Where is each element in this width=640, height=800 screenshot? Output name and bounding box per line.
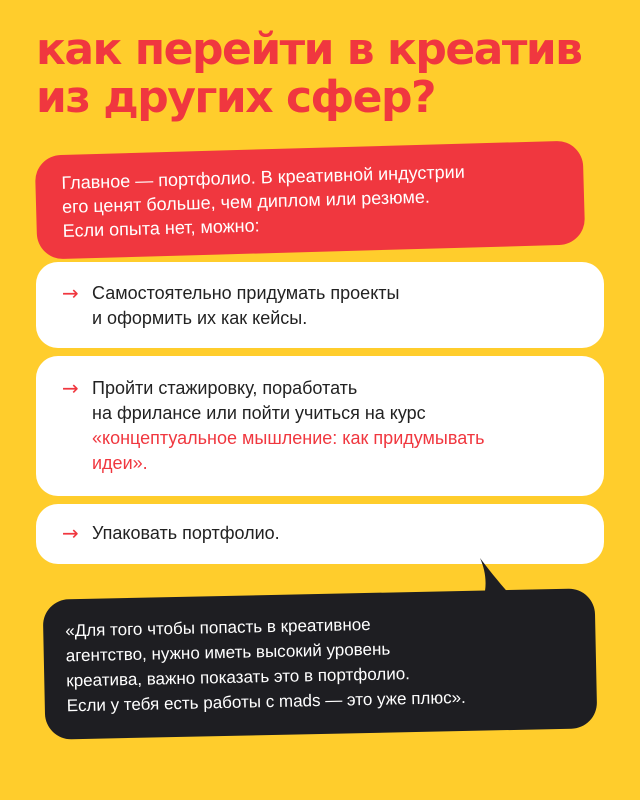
page-title-line-1: как перейти в креатив — [36, 24, 582, 75]
tip-text-1 — [92, 281, 399, 331]
tip-text-2 — [92, 376, 484, 476]
tip-card-2 — [36, 356, 604, 496]
quote-line-1: «Для того чтобы попасть в креативное — [65, 614, 371, 641]
quote-line-2: агентство, нужно иметь высокий уровень — [65, 639, 391, 666]
tip-row-2 — [62, 376, 580, 476]
quote-bubble — [43, 588, 598, 740]
arrow-right-icon: → — [62, 281, 79, 305]
tip-row-1 — [62, 281, 580, 331]
tip-3-line-1: Упаковать портфолио. — [92, 523, 280, 543]
quote-line-4: Если у тебя есть работы с mads — это уже плюс». — [66, 687, 466, 716]
tip-card-1 — [36, 262, 604, 348]
arrow-right-icon: → — [62, 376, 79, 400]
tip-text-3 — [92, 521, 280, 546]
page-title — [36, 26, 626, 122]
intro-line-3: Если опыта нет, можно: — [62, 215, 260, 241]
course-link-line-2[interactable]: идеи». — [92, 453, 148, 473]
course-link-line-1[interactable]: «концептуальное мышление: как придумывать — [92, 428, 485, 448]
quote-line-3: креатива, важно показать это в портфолио. — [66, 664, 411, 691]
tip-2-line-1: Пройти стажировку, поработать — [92, 378, 358, 398]
intro-card — [35, 140, 586, 259]
intro-line-2: его ценят больше, чем диплом или резюме. — [61, 186, 431, 217]
intro-line-1: Главное — портфолио. В креативной индустрии — [61, 161, 465, 193]
tip-card-3 — [36, 504, 604, 564]
tip-1-line-2: и оформить их как кейсы. — [92, 308, 308, 328]
arrow-right-icon: → — [62, 521, 79, 545]
tip-row-3 — [62, 521, 580, 546]
page-title-line-2: из других сфер? — [36, 72, 436, 123]
tip-1-line-1: Самостоятельно придумать проекты — [92, 283, 400, 303]
tip-2-line-2: на фрилансе или пойти учиться на курс — [92, 403, 426, 423]
